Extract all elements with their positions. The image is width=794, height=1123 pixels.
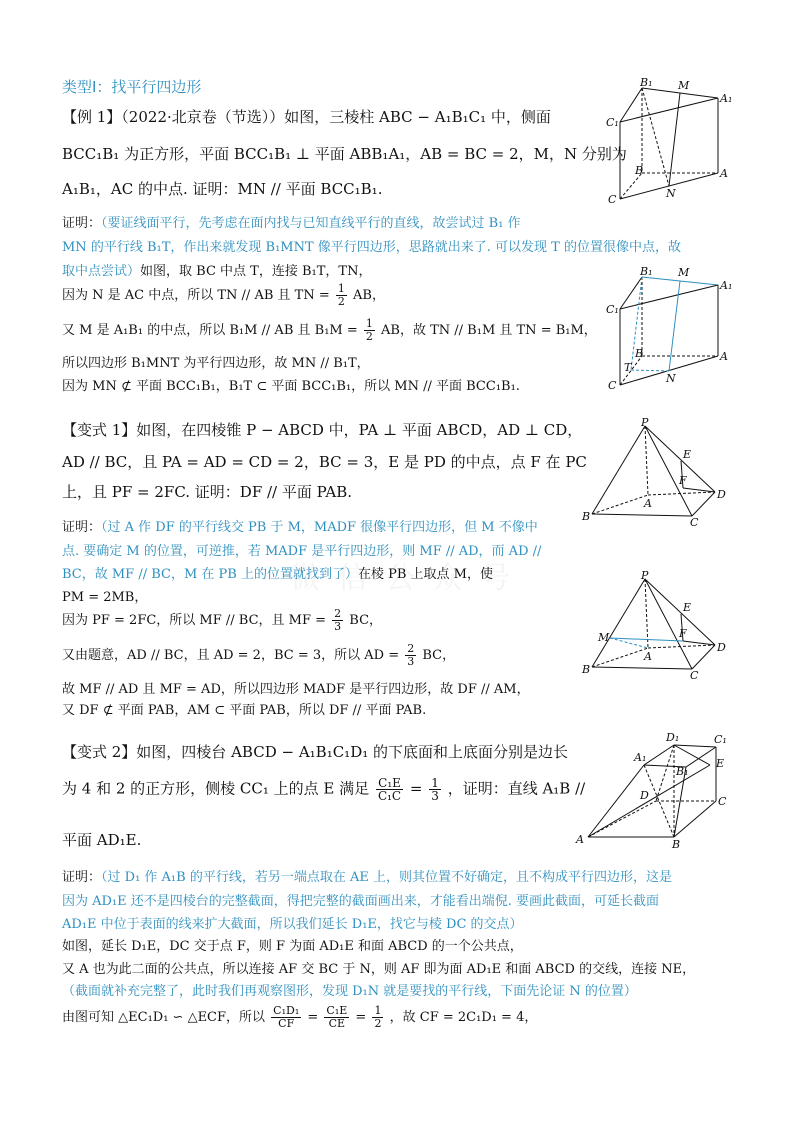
fraction-numerator: C₁E	[376, 777, 403, 790]
fig2-label-t: T	[624, 361, 632, 374]
proof3-step-5: 又 A 也为此二面的公共点，所以连接 AF 交 BC 于 N，则 AF 即为面 AD₁E 和面 ABCD 的交线，连接 NE，	[62, 962, 696, 977]
fig2-label-m: M	[678, 266, 690, 279]
section-heading: 类型Ⅰ：找平行四边形	[62, 78, 202, 96]
fig5-label-d: D	[640, 789, 649, 802]
proof3-hint-2: 因为 AD₁E 还不是四棱台的完整截面，得把完整的截面画出来，才能看出端倪. 要画此截面，可延长截面	[62, 894, 660, 909]
fraction-denominator: 2	[374, 1017, 382, 1030]
proof3-step-7-text: 由图可知 △EC₁D₁ ∽ △ECF，所以	[62, 1010, 266, 1025]
proof3-step-7-tail: ，故 CF = 2C₁D₁ = 4，	[389, 1010, 538, 1025]
proof1-step-5-text: 又 M 是 A₁B₁ 的中点，所以 B₁M // AB 且 B₁M =	[62, 323, 358, 338]
fig5-label-b: B	[672, 838, 681, 849]
fraction-denominator: 3	[407, 655, 415, 668]
proof3-hint-1: （过 D₁ 作 A₁B 的平行线，若另一端点取在 AE 上，则其位置不好确定，且不构成平行四边形，这是	[101, 870, 672, 885]
fraction-numerator: 2	[407, 642, 415, 655]
fig3-label-e: E	[683, 448, 692, 461]
proof-label: 证明：	[62, 216, 102, 231]
fraction-numerator: C₁D₁	[273, 1004, 300, 1017]
fig2-label-b1: B₁	[640, 265, 653, 278]
fig1-label-b1: B₁	[640, 76, 653, 89]
fig5-label-d1: D₁	[666, 731, 680, 744]
fraction-numerator: 1	[431, 776, 439, 790]
equals-sign: =	[409, 779, 423, 798]
proof2-step-5	[62, 608, 382, 633]
proof2-step-6-tail: BC，	[422, 648, 456, 663]
fraction-denominator: 2	[337, 295, 345, 308]
variant2-line-2-tail: ，证明：直线 A₁B //	[447, 779, 586, 798]
fraction	[364, 318, 375, 343]
proof1-step-4	[62, 283, 385, 308]
fig4-label-c: C	[690, 669, 699, 681]
fig4-label-a: A	[644, 650, 652, 663]
fig4-label-b: B	[582, 663, 591, 676]
variant2-line-2-text: 为 4 和 2 的正方形，侧棱 CC₁ 上的点 E 满足	[62, 779, 370, 798]
fraction	[336, 283, 347, 308]
fig5-label-a: A	[576, 833, 584, 846]
proof1-step-3: 如图，取 BC 中点 T，连接 B₁T，TN，	[140, 264, 372, 279]
prism-figure-1	[600, 76, 735, 208]
fraction	[372, 1005, 383, 1030]
proof-label: 证明：	[62, 520, 102, 535]
fraction	[429, 777, 441, 802]
variant1-line-2: AD // BC，且 PA = AD = CD = 2，BC = 3，E 是 PD 的中点，点 F 在 PC	[62, 453, 587, 471]
proof2-hint-3: BC，故 MF // BC，M 在 PB 上的位置就找到了）	[62, 567, 358, 582]
example-line-3: A₁B₁，AC 的中点. 证明：MN // 平面 BCC₁B₁.	[62, 180, 383, 198]
proof2-step-7: 故 MF // AD 且 MF = AD，所以四边形 MADF 是平行四边形，故 DF // AM，	[62, 682, 530, 697]
proof2-step-4: PM = 2MB，	[62, 590, 148, 605]
frustum-figure	[570, 727, 740, 849]
pyramid-figure-2	[580, 571, 730, 681]
proof1-step-7: 因为 MN ⊄ 平面 BCC₁B₁，B₁T ⊂ 平面 BCC₁B₁，所以 MN // 平面 BCC₁B₁.	[62, 379, 520, 394]
fig5-label-a1: A₁	[634, 751, 647, 764]
fig1-label-c: C	[608, 193, 617, 206]
proof2-step-8: 又 DF ⊄ 平面 PAB，AM ⊂ 平面 PAB，所以 DF // 平面 PAB.	[62, 703, 427, 718]
fig3-label-b: B	[582, 510, 591, 523]
fig1-label-m: M	[678, 79, 690, 92]
proof1-hint-3: 取中点尝试）	[62, 264, 141, 279]
fig3-label-p: P	[641, 418, 649, 429]
fig2-label-a: A	[720, 350, 728, 363]
fig4-label-p: P	[641, 571, 649, 582]
pyramid-figure-1	[580, 418, 730, 528]
fig1-label-n: N	[666, 187, 676, 200]
fraction	[376, 777, 403, 802]
proof2-step-3: 在棱 PB 上取点 M，使	[357, 567, 493, 582]
variant1-line-3: 上，且 PF = 2FC. 证明：DF // 平面 PAB.	[62, 483, 352, 501]
proof1-line-3	[62, 260, 371, 279]
variant2-line-3: 平面 AD₁E.	[62, 831, 142, 849]
proof3-line-1	[62, 866, 672, 885]
fraction-denominator: 3	[334, 620, 342, 633]
proof3-step-4: 如图，延长 D₁E，DC 交于点 F，则 F 为面 AD₁E 和面 ABCD 的一个公共点，	[62, 939, 523, 954]
fig2-label-c: C	[608, 379, 617, 392]
proof1-step-5-tail: AB，故 TN // B₁M 且 TN = B₁M，	[381, 323, 597, 338]
watermark	[290, 553, 514, 597]
fraction-denominator: CE	[328, 1017, 346, 1030]
fig4-label-e: E	[683, 601, 692, 614]
fraction-numerator: 1	[365, 317, 373, 330]
fig5-label-c: C	[718, 795, 727, 808]
fig3-label-c: C	[690, 516, 699, 528]
equals-sign: =	[307, 1010, 319, 1025]
variant2-line-2	[62, 777, 585, 802]
fig5-label-e: E	[716, 757, 725, 770]
fig1-label-a1: A₁	[720, 92, 733, 105]
fraction-denominator: CF	[278, 1017, 295, 1030]
fig2-label-n: N	[666, 372, 676, 385]
fig1-label-c1: C₁	[606, 116, 619, 129]
proof3-hint-3: AD₁E 中位于表面的线来扩大截面，所以我们延长 D₁E，找它与棱 DC 的交点）	[62, 917, 523, 932]
fraction-denominator: 2	[365, 330, 373, 343]
fraction	[332, 608, 343, 633]
fig2-label-a1: A₁	[720, 279, 733, 292]
fig5-label-b1: B₁	[676, 765, 689, 778]
proof1-hint-1: （要证线面平行，先考虑在面内找与已知直线平行的直线，故尝试过 B₁ 作	[101, 216, 521, 231]
variant1-line-1: 【变式 1】如图，在四棱锥 P − ABCD 中，PA ⊥ 平面 ABCD，AD ⊥ CD，	[62, 421, 583, 439]
fraction-denominator: 3	[431, 789, 439, 803]
fraction-numerator: 1	[374, 1004, 382, 1017]
fraction	[324, 1005, 349, 1030]
fig5-label-c1: C₁	[714, 733, 727, 746]
fig4-label-m: M	[598, 631, 610, 644]
proof2-step-6	[62, 643, 455, 668]
fraction	[271, 1005, 301, 1030]
fig4-label-f: F	[679, 627, 687, 640]
example-line-1: 【例 1】（2022·北京卷（节选））如图，三棱柱 ABC − A₁B₁C₁ 中，侧面	[62, 108, 551, 126]
proof2-hint-2: 点. 要确定 M 的位置，可逆推，若 MADF 是平行四边形，则 MF // AD，而 AD //	[62, 544, 542, 559]
proof2-line-1	[62, 516, 538, 535]
fig2-label-b: B	[635, 347, 644, 360]
variant2-line-1: 【变式 2】如图，四棱台 ABCD − A₁B₁C₁D₁ 的下底面和上底面分别是边长	[62, 743, 569, 761]
fig2-label-c1: C₁	[606, 303, 619, 316]
proof3-step-6: （截面就补充完整了，此时我们再观察图形，发现 D₁N 就是要找的平行线，下面先论证 N 的位置）	[62, 984, 637, 999]
proof2-step-5-text: 因为 PF = 2FC，所以 MF // BC，且 MF =	[62, 613, 327, 628]
proof2-step-5-tail: BC，	[349, 613, 383, 628]
fig4-label-d: D	[717, 641, 726, 654]
proof2-hint-1: （过 A 作 DF 的平行线交 PB 于 M，MADF 很像平行四边形，但 M 不像中	[101, 520, 538, 535]
proof1-hint-2: MN 的平行线 B₁T，作出来就发现 B₁MNT 像平行四边形，思路就出来了. 可以发现 T 的位置很像中点，故	[62, 240, 681, 255]
fraction-numerator: C₁E	[326, 1004, 348, 1017]
fraction-denominator: C₁C	[377, 789, 402, 803]
proof3-step-7	[62, 1005, 537, 1030]
prism-figure-2	[600, 263, 735, 393]
fig3-label-d: D	[717, 488, 726, 501]
proof1-step-6: 所以四边形 B₁MNT 为平行四边形，故 MN // B₁T，	[62, 356, 370, 371]
fraction	[405, 643, 416, 668]
fig3-label-a: A	[644, 497, 652, 510]
example-line-2: BCC₁B₁ 为正方形，平面 BCC₁B₁ ⊥ 平面 ABB₁A₁，AB = BC = 2，M，N 分别为	[62, 145, 627, 163]
proof1-line-1	[62, 212, 521, 231]
fraction-numerator: 2	[334, 607, 342, 620]
fig1-label-a: A	[720, 167, 728, 180]
proof2-step-6-text: 又由题意，AD // BC，且 AD = 2，BC = 3，所以 AD =	[62, 648, 400, 663]
fig1-label-b: B	[635, 164, 644, 177]
proof1-step-5	[62, 318, 597, 343]
proof1-step-4-tail: AB，	[353, 288, 385, 303]
equals-sign: =	[355, 1010, 367, 1025]
proof-label: 证明：	[62, 870, 102, 885]
fraction-numerator: 1	[337, 282, 345, 295]
proof1-step-4-text: 因为 N 是 AC 中点，所以 TN // AB 且 TN =	[62, 288, 330, 303]
fig3-label-f: F	[679, 474, 687, 487]
